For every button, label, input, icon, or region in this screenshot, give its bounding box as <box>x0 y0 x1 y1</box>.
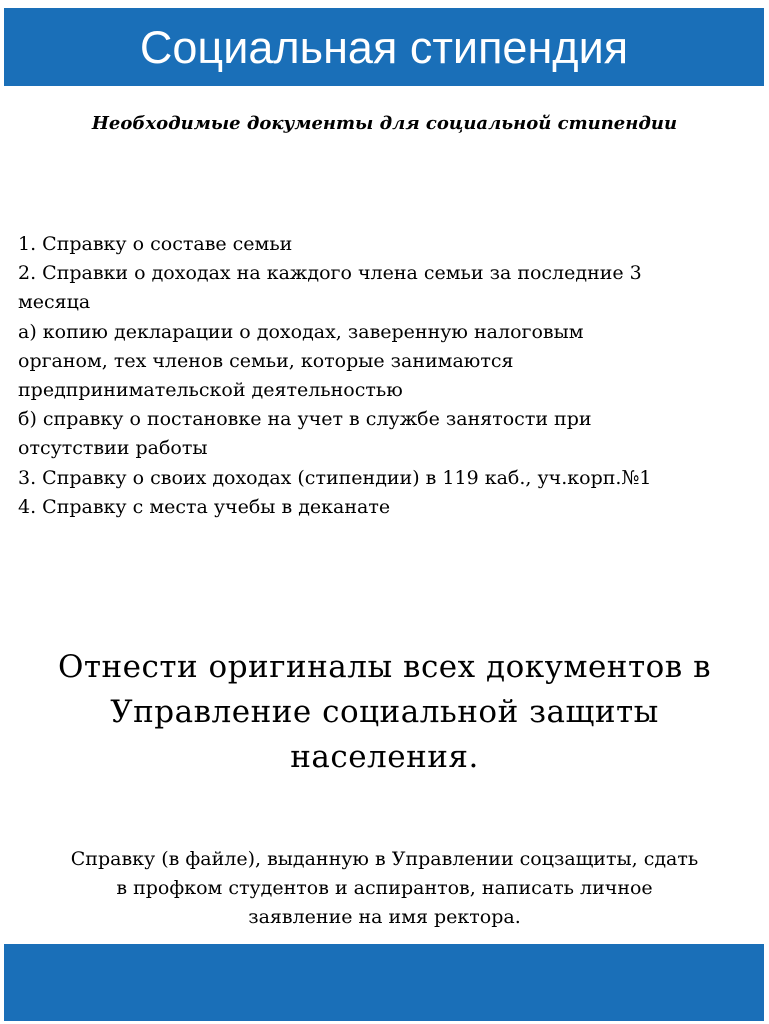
footnote-line: Справку (в файле), выданную в Управлении соцзащиты, сдать <box>70 848 699 870</box>
documents-line: органом, тех членов семьи, которые занимаются <box>18 349 514 372</box>
footnote-line: заявление на имя ректора. <box>248 906 521 928</box>
documents-line: 1. Справку о составе семьи <box>18 233 293 255</box>
instruction-line: населения. <box>290 739 479 775</box>
footer-banner <box>4 944 764 1021</box>
main-instruction <box>10 645 759 780</box>
page-title: Социальная стипендия <box>139 22 629 73</box>
instruction-line: Управление социальной защиты <box>110 694 659 730</box>
subtitle: Необходимые документы для социальной стипендии <box>91 113 678 134</box>
header-banner <box>4 8 764 86</box>
documents-line: месяца <box>18 291 91 314</box>
documents-line: предпринимательской деятельностью <box>18 379 403 402</box>
documents-line: а) копию декларации о доходах, заверенную налоговым <box>18 320 584 343</box>
documents-list <box>18 230 758 522</box>
documents-line: 3. Справку о своих доходах (стипендии) в 119 каб., уч.корп.№1 <box>18 466 652 489</box>
documents-line: отсутствии работы <box>18 437 208 460</box>
footnote-line: в профком студентов и аспирантов, написать личное <box>116 877 653 899</box>
footnote <box>10 845 759 932</box>
documents-line: б) справку о постановке на учет в службе занятости при <box>18 408 592 431</box>
documents-line: 4. Справку с места учебы в деканате <box>18 495 391 518</box>
instruction-line: Отнести оригиналы всех документов в <box>57 649 712 685</box>
documents-line: 2. Справки о доходах на каждого члена семьи за последние 3 <box>18 262 642 285</box>
